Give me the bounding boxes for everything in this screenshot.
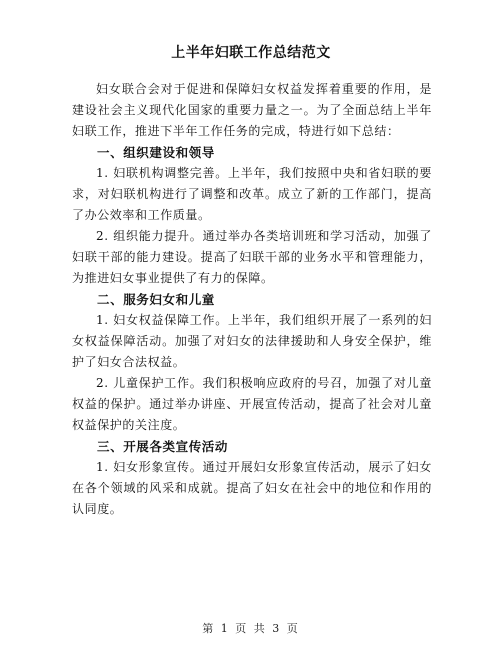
page-number-footer: 第 1 页 共 3 页	[202, 622, 300, 635]
paragraph-organization-1: 1. 妇联机构调整完善。上半年，我们按照中央和省妇联的要求，对妇联机构进行了调整和改革。成立了新的工作部门，提高了办公效率和工作质量。	[72, 166, 432, 222]
section-heading-publicity: 三、开展各类宣传活动	[97, 439, 229, 454]
paragraph-organization-2: 2. 组织能力提升。通过举办各类培训班和学习活动，加强了妇联干部的能力建设。提高了妇联干部的业务水平和管理能力，为推进妇女事业提供了有力的保障。	[72, 229, 432, 285]
section-heading-service: 二、服务妇女和儿童	[97, 292, 215, 307]
section-heading-organization: 一、组织建设和领导	[97, 145, 215, 160]
paragraph-service-2: 2. 儿童保护工作。我们积极响应政府的号召，加强了对儿童权益的保护。通过举办讲座、开展宣传活动，提高了社会对儿童权益保护的关注度。	[72, 376, 432, 432]
paragraph-publicity-1: 1. 妇女形象宣传。通过开展妇女形象宣传活动，展示了妇女在各个领域的风采和成就。提高了妇女在社会中的地位和作用的认同度。	[72, 460, 432, 516]
document-title: 上半年妇联工作总结范文	[171, 45, 331, 61]
intro-paragraph: 妇女联合会对于促进和保障妇女权益发挥着重要的作用，是建设社会主义现代化国家的重要力量之一。为了全面总结上半年妇联工作，推进下半年工作任务的完成，特进行如下总结：	[72, 82, 432, 138]
document-body	[72, 79, 432, 520]
paragraph-service-1: 1. 妇女权益保障工作。上半年，我们组织开展了一系列的妇女权益保障活动。加强了对妇女的法律援助和人身安全保护，维护了妇女合法权益。	[72, 313, 432, 369]
